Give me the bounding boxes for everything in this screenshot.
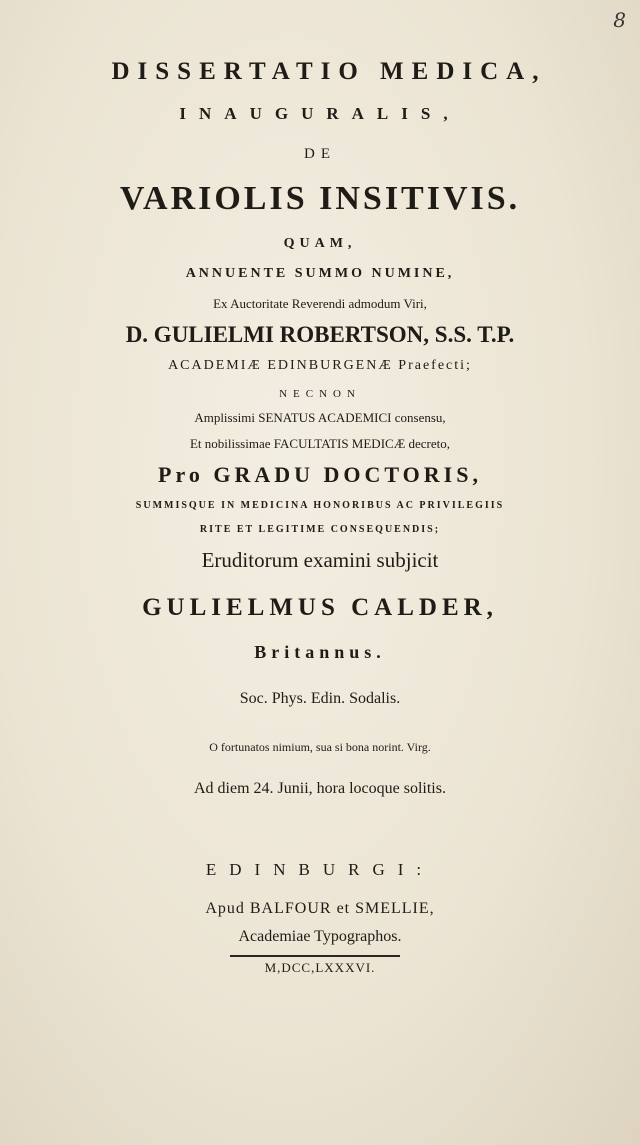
senatus-line: Amplissimi SENATUS ACADEMICI consensu, xyxy=(194,410,446,425)
dissertation-title: DISSERTATIO MEDICA, xyxy=(111,58,547,85)
printers-line: Apud BALFOUR et SMELLIE, xyxy=(205,900,435,917)
academiae-line: ACADEMIÆ EDINBURGENÆ Praefecti; xyxy=(168,358,472,373)
date-line: Ad diem 24. Junii, hora locoque solitis. xyxy=(194,780,446,797)
subject-title: VARIOLIS INSITIVIS. xyxy=(119,180,521,217)
corner-mark: 8 xyxy=(613,8,626,32)
annuente-line: ANNUENTE SUMMO NUMINE, xyxy=(185,266,455,281)
imprint-rule xyxy=(230,955,400,957)
quam-line: QUAM, xyxy=(283,236,357,251)
inauguralis-line: INAUGURALIS, xyxy=(179,104,461,123)
author-name: GULIELMUS CALDER, xyxy=(142,594,498,621)
robertson-line: D. GULIELMI ROBERTSON, S.S. T.P. xyxy=(125,322,515,347)
summisque-line: SUMMISQUE IN MEDICINA HONORIBUS AC PRIVILEGIIS xyxy=(135,500,505,511)
rite-line: RITE ET LEGITIME CONSEQUENDIS; xyxy=(199,524,441,535)
typographos-line: Academiae Typographos. xyxy=(238,928,402,945)
de-line: DE xyxy=(304,146,336,162)
imprint-year: M,DCC,LXXXVI. xyxy=(264,960,376,975)
necnon-line: NECNON xyxy=(279,388,361,400)
facultatis-line: Et nobilissimae FACULTATIS MEDICÆ decreto, xyxy=(189,436,451,451)
auctoritate-line: Ex Auctoritate Reverendi admodum Viri, xyxy=(213,296,427,311)
eruditorum-line: Eruditorum examini subjicit xyxy=(201,548,439,572)
imprint-city: EDINBURGI: xyxy=(205,860,435,879)
gradu-doctoris-line: Pro GRADU DOCTORIS, xyxy=(158,462,482,487)
virgil-quote: O fortunatos nimium, sua si bona norint. Virg. xyxy=(209,740,431,754)
britannus-line: Britannus. xyxy=(254,642,386,662)
society-line: Soc. Phys. Edin. Sodalis. xyxy=(239,690,401,707)
